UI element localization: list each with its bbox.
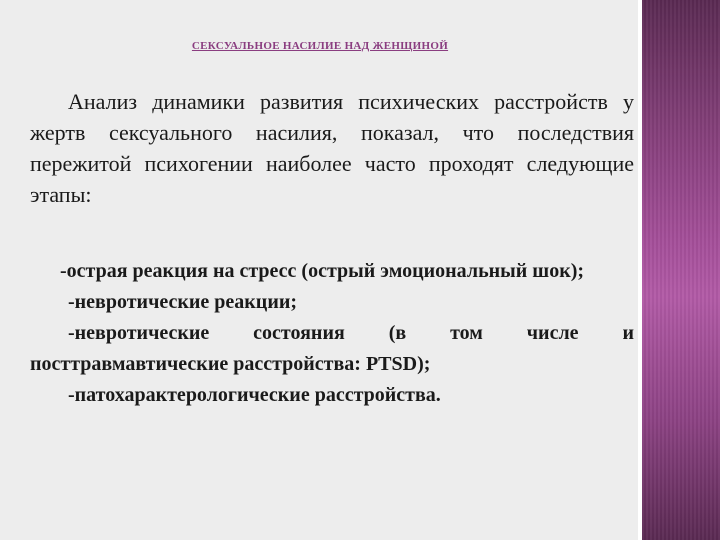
list-item: -острая реакция на стресс (острый эмоциональный шок); <box>60 260 585 282</box>
list-item: -невротические реакции; <box>68 291 298 313</box>
slide-title: СЕКСУАЛЬНОЕ НАСИЛИЕ НАД ЖЕНЩИНОЙ <box>191 40 449 52</box>
stages-list <box>30 256 634 411</box>
intro-paragraph: Анализ динамики развития психических расстройств у жертв сексуального насилия, показал, что последствия пережитой психогении наиболее часто проходят следующие этапы: <box>30 89 634 207</box>
decorative-side-bar <box>642 0 720 540</box>
list-item: -невротические состояния (в том числе и посттравмавтические расстройства: PTSD); <box>30 322 634 375</box>
list-item: -патохарактерологические расстройства. <box>68 384 441 406</box>
